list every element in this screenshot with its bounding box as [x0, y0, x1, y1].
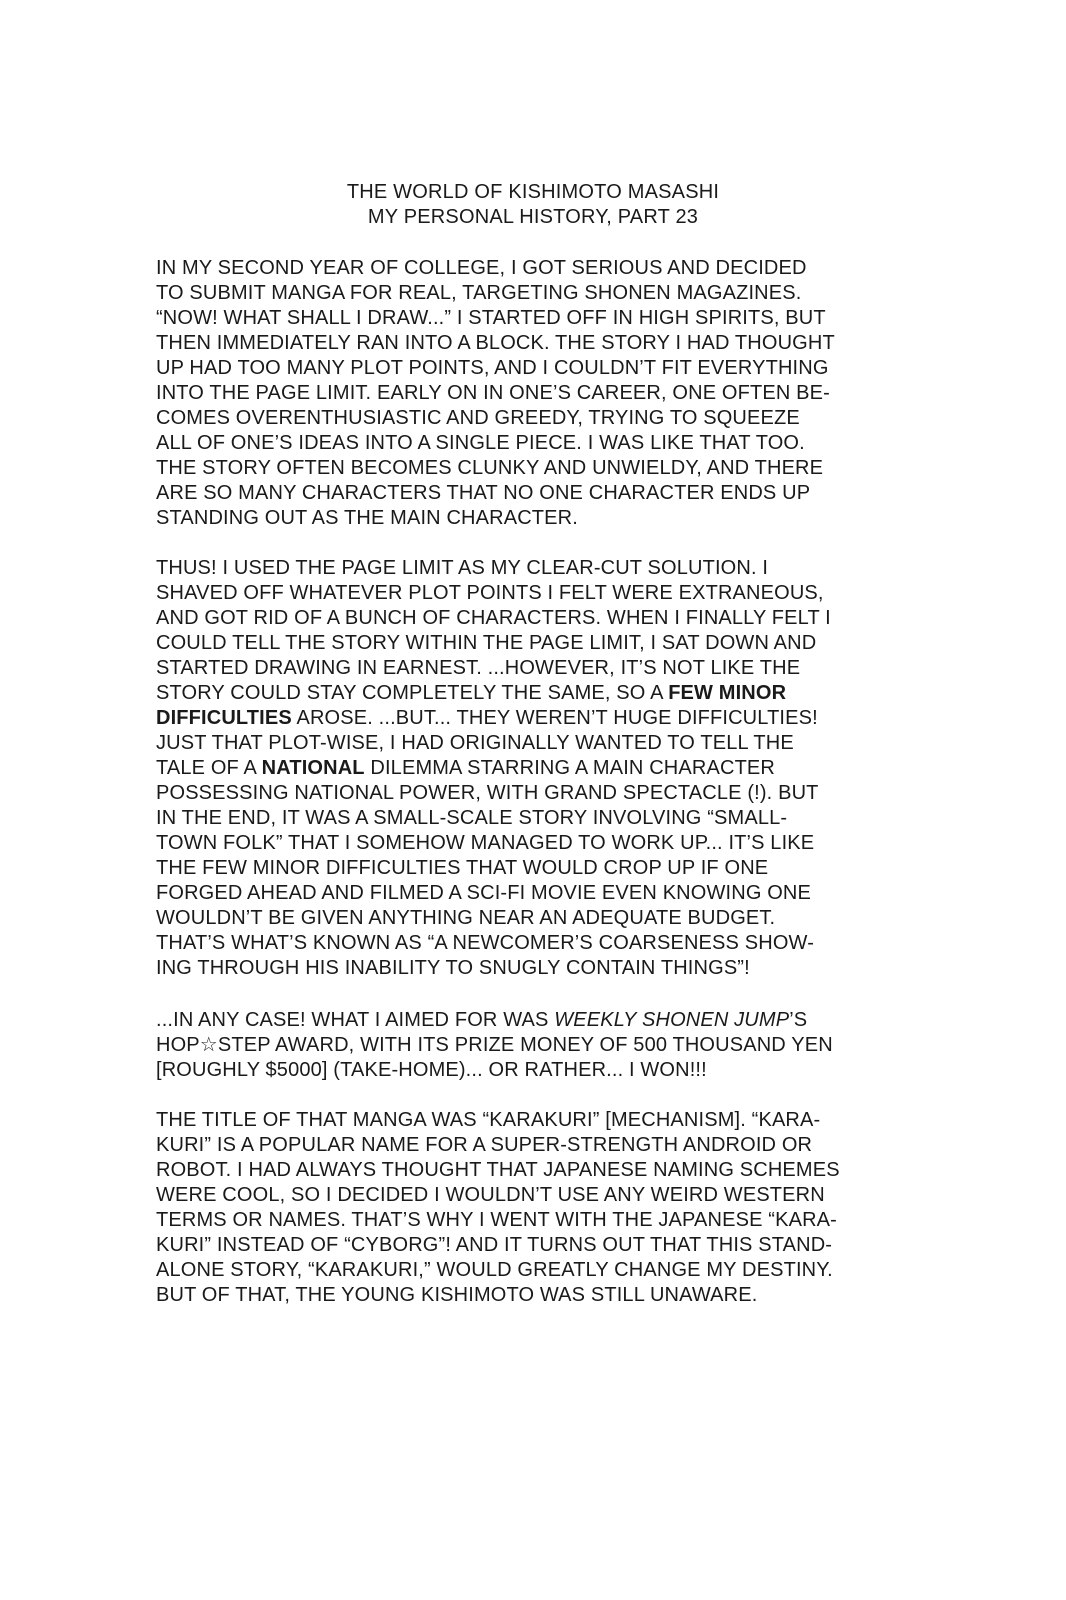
text-segment: TERMS OR NAMES. THAT’S WHY I WENT WITH THE JAPANESE “KARA- [156, 1209, 837, 1231]
bold-text: DIFFICULTIES [156, 707, 292, 729]
text-segment: COULD TELL THE STORY WITHIN THE PAGE LIMIT, I SAT DOWN AND [156, 632, 817, 654]
text-segment: TALE OF A [156, 757, 262, 779]
text-line [156, 881, 956, 906]
text-line [156, 1108, 956, 1133]
text-segment: ROBOT. I HAD ALWAYS THOUGHT THAT JAPANESE NAMING SCHEMES [156, 1159, 840, 1181]
text-segment: DILEMMA STARRING A MAIN CHARACTER [364, 757, 776, 779]
text-line [156, 1233, 956, 1258]
text-line [156, 656, 956, 681]
text-line [156, 1258, 956, 1283]
text-segment: KURI” INSTEAD OF “CYBORG”! AND IT TURNS OUT THAT THIS STAND- [156, 1234, 833, 1256]
text-segment: SHAVED OFF WHATEVER PLOT POINTS I FELT WERE EXTRANEOUS, [156, 582, 824, 604]
text-line [156, 356, 956, 381]
text-segment: KURI” IS A POPULAR NAME FOR A SUPER-STRENGTH ANDROID OR [156, 1134, 813, 1156]
text-line [156, 306, 956, 331]
text-line [156, 1283, 956, 1308]
text-line [156, 956, 956, 981]
text-segment: INTO THE PAGE LIMIT. EARLY ON IN ONE’S CAREER, ONE OFTEN BE- [156, 382, 830, 404]
text-segment: THE STORY OFTEN BECOMES CLUNKY AND UNWIELDY, AND THERE [156, 457, 824, 479]
text-line [156, 1033, 956, 1058]
text-segment: THE TITLE OF THAT MANGA WAS “KARAKURI” [MECHANISM]. “KARA- [156, 1109, 821, 1131]
text-segment: HOP☆STEP AWARD, WITH ITS PRIZE MONEY OF 500 THOUSAND YEN [156, 1034, 833, 1056]
text-segment: JUST THAT PLOT-WISE, I HAD ORIGINALLY WANTED TO TELL THE [156, 732, 794, 754]
text-segment: ALL OF ONE’S IDEAS INTO A SINGLE PIECE. I WAS LIKE THAT TOO. [156, 432, 805, 454]
page-title: THE WORLD OF KISHIMOTO MASASHI [346, 181, 720, 203]
text-line [156, 481, 956, 506]
text-segment: ING THROUGH HIS INABILITY TO SNUGLY CONTAIN THINGS”! [156, 957, 750, 979]
text-line [156, 706, 956, 731]
text-segment: UP HAD TOO MANY PLOT POINTS, AND I COULDN’T FIT EVERYTHING [156, 357, 829, 379]
paragraph [156, 1108, 956, 1308]
text-line [156, 781, 956, 806]
text-line [156, 831, 956, 856]
text-line [156, 506, 956, 531]
text-line [156, 456, 956, 481]
text-line [156, 681, 956, 706]
text-segment: TO SUBMIT MANGA FOR REAL, TARGETING SHONEN MAGAZINES. [156, 282, 802, 304]
bold-text: NATIONAL [261, 757, 365, 779]
text-segment: BUT OF THAT, THE YOUNG KISHIMOTO WAS STILL UNAWARE. [156, 1284, 758, 1306]
text-line [156, 606, 956, 631]
paragraph [156, 556, 956, 981]
text-segment: STANDING OUT AS THE MAIN CHARACTER. [156, 507, 578, 529]
text-segment: THAT’S WHAT’S KNOWN AS “A NEWCOMER’S COARSENESS SHOW- [156, 932, 814, 954]
text-segment: THUS! I USED THE PAGE LIMIT AS MY CLEAR-CUT SOLUTION. I [156, 557, 769, 579]
text-line [156, 906, 956, 931]
page-subtitle: MY PERSONAL HISTORY, PART 23 [367, 206, 699, 228]
text-line [156, 731, 956, 756]
text-line [156, 1008, 956, 1033]
text-line [156, 281, 956, 306]
text-line [156, 1058, 956, 1083]
text-segment: THEN IMMEDIATELY RAN INTO A BLOCK. THE STORY I HAD THOUGHT [156, 332, 835, 354]
text-line [156, 406, 956, 431]
paragraph [156, 1008, 956, 1083]
text-line [156, 1133, 956, 1158]
text-line [156, 256, 956, 281]
text-segment: “NOW! WHAT SHALL I DRAW...” I STARTED OFF IN HIGH SPIRITS, BUT [156, 307, 826, 329]
text-segment: ...IN ANY CASE! WHAT I AIMED FOR WAS [156, 1009, 555, 1031]
text-line [156, 331, 956, 356]
text-segment: WOULDN’T BE GIVEN ANYTHING NEAR AN ADEQUATE BUDGET. [156, 907, 776, 929]
text-line [156, 581, 956, 606]
text-segment: THE FEW MINOR DIFFICULTIES THAT WOULD CROP UP IF ONE [156, 857, 769, 879]
text-segment: COMES OVERENTHUSIASTIC AND GREEDY, TRYING TO SQUEEZE [156, 407, 800, 429]
text-line [156, 381, 956, 406]
text-line [156, 631, 956, 656]
text-segment: [ROUGHLY $5000] (TAKE-HOME)... OR RATHER... I WON!!! [156, 1059, 707, 1081]
text-line [156, 556, 956, 581]
text-line [156, 756, 956, 781]
text-line [156, 431, 956, 456]
text-segment: ARE SO MANY CHARACTERS THAT NO ONE CHARACTER ENDS UP [156, 482, 811, 504]
text-segment: POSSESSING NATIONAL POWER, WITH GRAND SPECTACLE (!). BUT [156, 782, 819, 804]
text-segment: IN MY SECOND YEAR OF COLLEGE, I GOT SERIOUS AND DECIDED [156, 257, 807, 279]
text-segment: IN THE END, IT WAS A SMALL-SCALE STORY INVOLVING “SMALL- [156, 807, 788, 829]
text-segment: WERE COOL, SO I DECIDED I WOULDN’T USE ANY WEIRD WESTERN [156, 1184, 825, 1206]
text-line [156, 931, 956, 956]
text-segment: AROSE. ...BUT... THEY WEREN’T HUGE DIFFICULTIES! [291, 707, 818, 729]
text-line [156, 1158, 956, 1183]
text-segment: AND GOT RID OF A BUNCH OF CHARACTERS. WHEN I FINALLY FELT I [156, 607, 831, 629]
text-segment: ALONE STORY, “KARAKURI,” WOULD GREATLY CHANGE MY DESTINY. [156, 1259, 833, 1281]
paragraph [156, 256, 956, 531]
bold-text: FEW MINOR [668, 682, 787, 704]
italic-text: WEEKLY SHONEN JUMP [554, 1009, 790, 1031]
text-line [156, 856, 956, 881]
text-segment: STORY COULD STAY COMPLETELY THE SAME, SO A [156, 682, 669, 704]
text-segment: STARTED DRAWING IN EARNEST. ...HOWEVER, IT’S NOT LIKE THE [156, 657, 801, 679]
text-segment: TOWN FOLK” THAT I SOMEHOW MANAGED TO WORK UP... IT’S LIKE [156, 832, 815, 854]
text-line [156, 806, 956, 831]
text-segment: ’S [789, 1009, 808, 1031]
text-segment: FORGED AHEAD AND FILMED A SCI-FI MOVIE EVEN KNOWING ONE [156, 882, 812, 904]
text-line [156, 1208, 956, 1233]
text-line [156, 1183, 956, 1208]
